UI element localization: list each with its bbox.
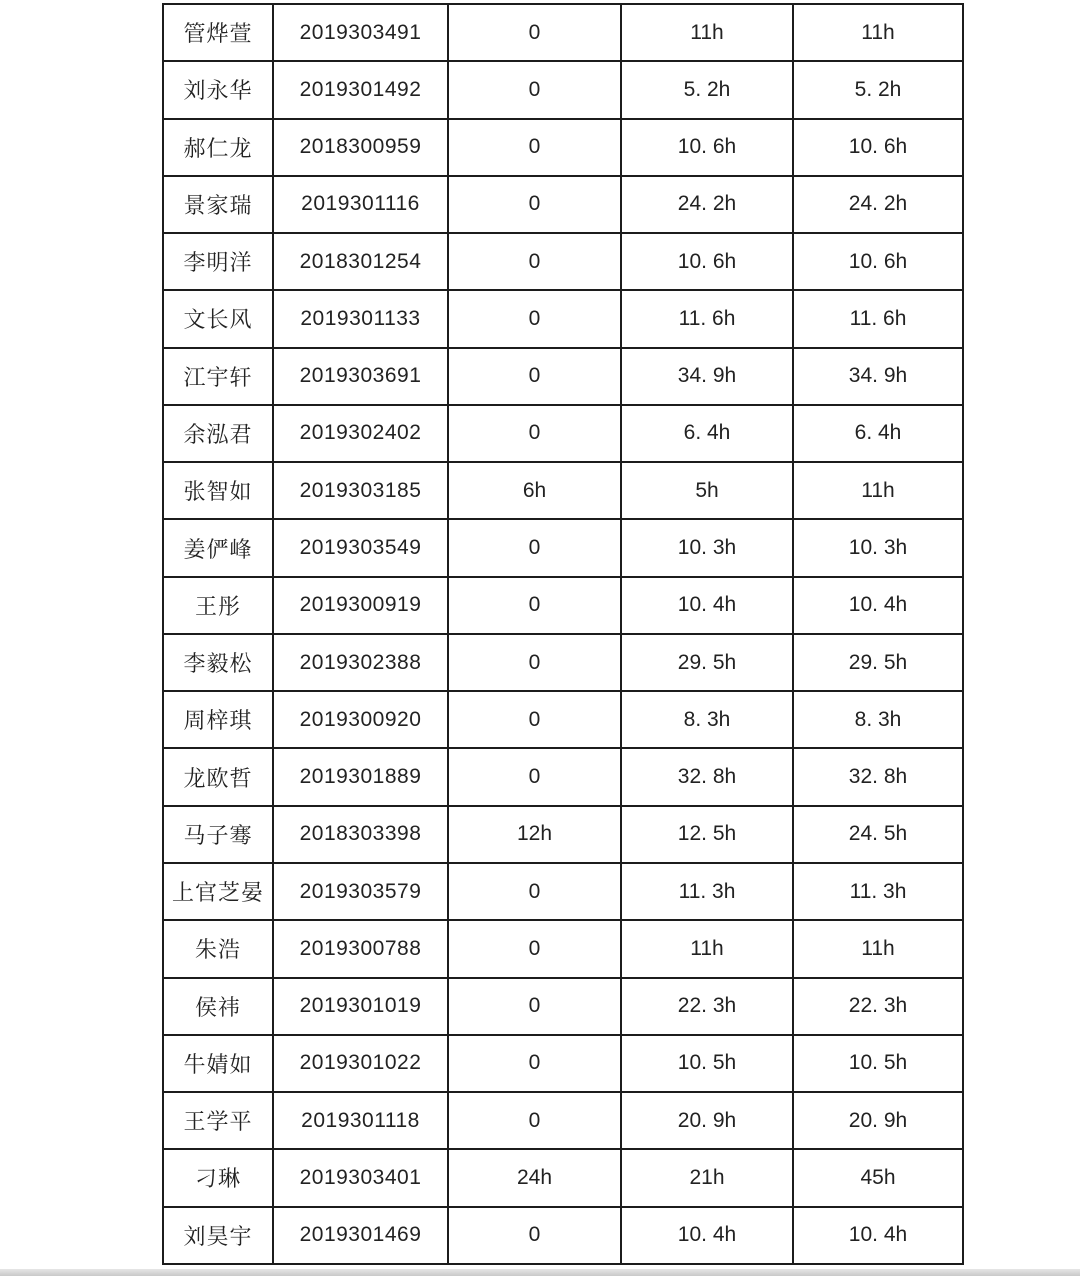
student-id-cell: 2019300788 <box>273 920 448 977</box>
hours-total-cell: 10. 6h <box>793 233 963 290</box>
student-name-cell: 文长风 <box>163 290 273 347</box>
student-id-cell: 2019303549 <box>273 519 448 576</box>
table-row <box>163 519 963 576</box>
student-id-cell: 2019301133 <box>273 290 448 347</box>
student-name-cell: 朱浩 <box>163 920 273 977</box>
student-id-cell: 2019301022 <box>273 1035 448 1092</box>
hours-cell-a: 0 <box>448 348 621 405</box>
table-row <box>163 405 963 462</box>
hours-cell-b: 11. 3h <box>621 863 793 920</box>
table-row <box>163 462 963 519</box>
hours-cell-b: 11. 6h <box>621 290 793 347</box>
table-row <box>163 691 963 748</box>
hours-cell-a: 0 <box>448 1035 621 1092</box>
student-id-cell: 2019303401 <box>273 1149 448 1206</box>
student-id-cell: 2018303398 <box>273 806 448 863</box>
hours-total-cell: 32. 8h <box>793 748 963 805</box>
hours-total-cell: 6. 4h <box>793 405 963 462</box>
student-id-cell: 2019301116 <box>273 176 448 233</box>
student-id-cell: 2019303691 <box>273 348 448 405</box>
hours-cell-b: 11h <box>621 920 793 977</box>
hours-cell-a: 0 <box>448 863 621 920</box>
hours-cell-a: 0 <box>448 119 621 176</box>
hours-cell-b: 10. 6h <box>621 233 793 290</box>
hours-total-cell: 10. 4h <box>793 577 963 634</box>
hours-cell-a: 6h <box>448 462 621 519</box>
hours-total-cell: 5. 2h <box>793 61 963 118</box>
page-bottom-edge <box>0 1269 1080 1276</box>
student-id-cell: 2018301254 <box>273 233 448 290</box>
table-row <box>163 1092 963 1149</box>
hours-total-cell: 34. 9h <box>793 348 963 405</box>
student-name-cell: 姜俨峰 <box>163 519 273 576</box>
hours-total-cell: 11. 6h <box>793 290 963 347</box>
table-row <box>163 1035 963 1092</box>
table-row <box>163 119 963 176</box>
hours-cell-b: 20. 9h <box>621 1092 793 1149</box>
student-name-cell: 龙欧哲 <box>163 748 273 805</box>
student-id-cell: 2019303579 <box>273 863 448 920</box>
student-id-cell: 2018300959 <box>273 119 448 176</box>
student-name-cell: 江宇轩 <box>163 348 273 405</box>
hours-total-cell: 8. 3h <box>793 691 963 748</box>
hours-total-cell: 10. 4h <box>793 1207 963 1264</box>
student-name-cell: 上官芝晏 <box>163 863 273 920</box>
hours-cell-a: 0 <box>448 519 621 576</box>
hours-cell-b: 5. 2h <box>621 61 793 118</box>
table-row <box>163 61 963 118</box>
hours-cell-b: 29. 5h <box>621 634 793 691</box>
hours-total-cell: 45h <box>793 1149 963 1206</box>
student-id-cell: 2019303185 <box>273 462 448 519</box>
table-row <box>163 4 963 61</box>
hours-cell-b: 5h <box>621 462 793 519</box>
student-id-cell: 2019300919 <box>273 577 448 634</box>
hours-total-cell: 10. 3h <box>793 519 963 576</box>
hours-total-cell: 22. 3h <box>793 978 963 1035</box>
hours-cell-b: 10. 3h <box>621 519 793 576</box>
table-row <box>163 577 963 634</box>
table-row <box>163 634 963 691</box>
student-name-cell: 马子骞 <box>163 806 273 863</box>
student-name-cell: 刘永华 <box>163 61 273 118</box>
student-name-cell: 周梓琪 <box>163 691 273 748</box>
hours-total-cell: 11h <box>793 462 963 519</box>
student-name-cell: 刁琳 <box>163 1149 273 1206</box>
hours-cell-b: 21h <box>621 1149 793 1206</box>
hours-cell-a: 0 <box>448 577 621 634</box>
hours-cell-a: 0 <box>448 634 621 691</box>
table-row <box>163 1149 963 1206</box>
student-name-cell: 景家瑞 <box>163 176 273 233</box>
table-row <box>163 748 963 805</box>
hours-cell-a: 0 <box>448 691 621 748</box>
student-name-cell: 张智如 <box>163 462 273 519</box>
hours-cell-a: 0 <box>448 405 621 462</box>
student-id-cell: 2019301118 <box>273 1092 448 1149</box>
student-name-cell: 刘昊宇 <box>163 1207 273 1264</box>
student-id-cell: 2019302402 <box>273 405 448 462</box>
table-row <box>163 233 963 290</box>
student-name-cell: 李明洋 <box>163 233 273 290</box>
student-id-cell: 2019301469 <box>273 1207 448 1264</box>
hours-total-cell: 24. 2h <box>793 176 963 233</box>
table-row <box>163 348 963 405</box>
student-id-cell: 2019303491 <box>273 4 448 61</box>
hours-cell-a: 0 <box>448 920 621 977</box>
student-name-cell: 侯祎 <box>163 978 273 1035</box>
hours-cell-b: 32. 8h <box>621 748 793 805</box>
hours-cell-b: 22. 3h <box>621 978 793 1035</box>
hours-total-cell: 20. 9h <box>793 1092 963 1149</box>
hours-cell-a: 0 <box>448 61 621 118</box>
hours-cell-b: 6. 4h <box>621 405 793 462</box>
student-id-cell: 2019301019 <box>273 978 448 1035</box>
hours-cell-b: 11h <box>621 4 793 61</box>
table-row <box>163 920 963 977</box>
hours-cell-a: 0 <box>448 290 621 347</box>
student-id-cell: 2019300920 <box>273 691 448 748</box>
student-name-cell: 李毅松 <box>163 634 273 691</box>
hours-cell-a: 0 <box>448 176 621 233</box>
hours-cell-a: 0 <box>448 4 621 61</box>
hours-table-body <box>163 4 963 1264</box>
hours-cell-b: 24. 2h <box>621 176 793 233</box>
hours-total-cell: 11h <box>793 4 963 61</box>
hours-cell-b: 10. 4h <box>621 577 793 634</box>
hours-cell-b: 34. 9h <box>621 348 793 405</box>
table-row <box>163 863 963 920</box>
hours-cell-a: 0 <box>448 978 621 1035</box>
student-name-cell: 王学平 <box>163 1092 273 1149</box>
table-row <box>163 290 963 347</box>
hours-cell-b: 12. 5h <box>621 806 793 863</box>
table-row <box>163 806 963 863</box>
hours-table <box>162 3 964 1265</box>
student-name-cell: 王彤 <box>163 577 273 634</box>
hours-total-cell: 10. 6h <box>793 119 963 176</box>
table-row <box>163 978 963 1035</box>
hours-cell-a: 12h <box>448 806 621 863</box>
student-name-cell: 郝仁龙 <box>163 119 273 176</box>
hours-cell-b: 10. 5h <box>621 1035 793 1092</box>
hours-cell-a: 0 <box>448 233 621 290</box>
student-id-cell: 2019302388 <box>273 634 448 691</box>
table-row <box>163 176 963 233</box>
hours-total-cell: 11. 3h <box>793 863 963 920</box>
student-id-cell: 2019301889 <box>273 748 448 805</box>
hours-total-cell: 10. 5h <box>793 1035 963 1092</box>
student-name-cell: 管烨萱 <box>163 4 273 61</box>
student-id-cell: 2019301492 <box>273 61 448 118</box>
table-row <box>163 1207 963 1264</box>
hours-total-cell: 24. 5h <box>793 806 963 863</box>
student-name-cell: 余泓君 <box>163 405 273 462</box>
hours-total-cell: 29. 5h <box>793 634 963 691</box>
hours-cell-b: 8. 3h <box>621 691 793 748</box>
hours-cell-b: 10. 4h <box>621 1207 793 1264</box>
student-name-cell: 牛婧如 <box>163 1035 273 1092</box>
hours-cell-a: 24h <box>448 1149 621 1206</box>
hours-cell-a: 0 <box>448 1207 621 1264</box>
hours-total-cell: 11h <box>793 920 963 977</box>
hours-cell-a: 0 <box>448 1092 621 1149</box>
hours-cell-a: 0 <box>448 748 621 805</box>
hours-cell-b: 10. 6h <box>621 119 793 176</box>
